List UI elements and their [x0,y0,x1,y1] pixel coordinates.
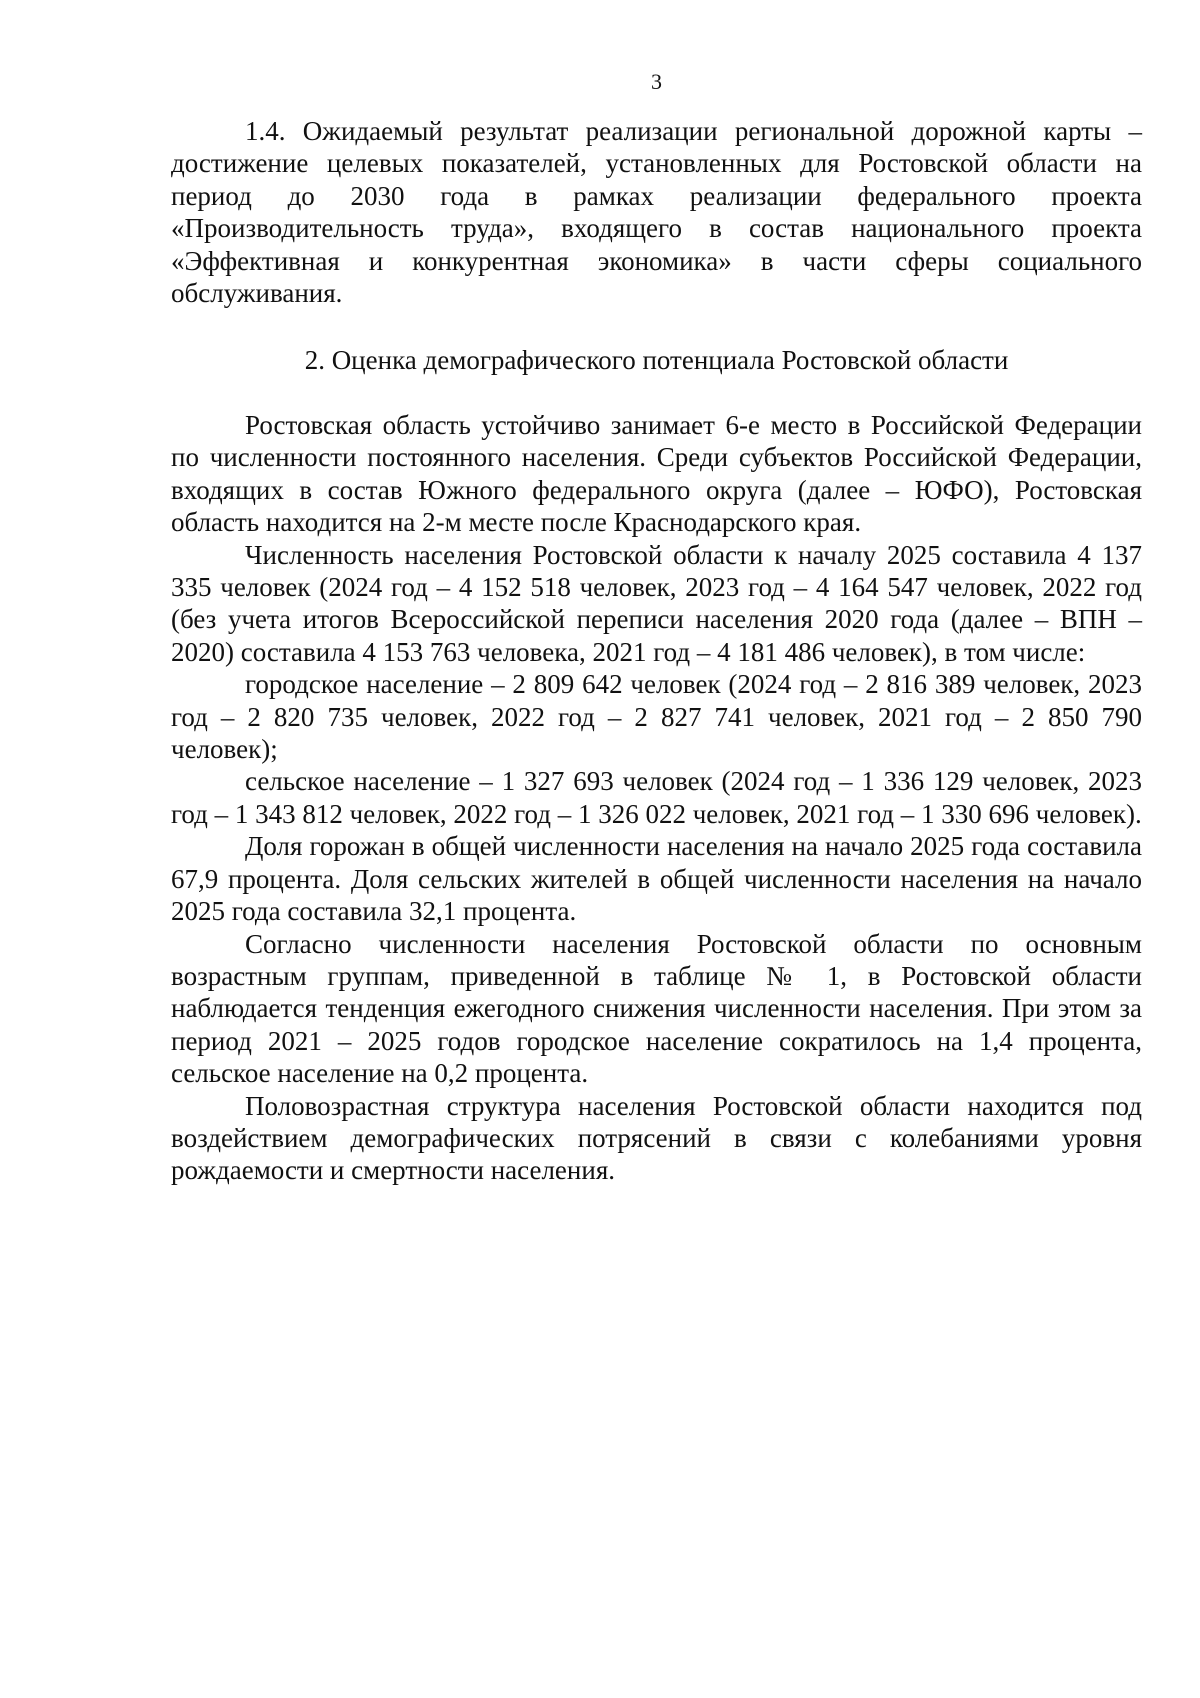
paragraph-total-population: Численность населения Ростовской области к началу 2025 составила 4 137 335 человек (2024 год – 4 152 518 человек, 2023 год – 4 164 547 человек, 2022 год (без учета итогов Всероссийской переписи населения 2020 года (далее – ВПН – 2020) составила 4 153 763 человека, 2021 год – 4 181 486 человек), в том числе: [171,539,1142,667]
paragraph-population-trend: Согласно численности населения Ростовской области по основным возрастным группам, приведенной в таблице № 1, в Ростовской области наблюдается тенденция ежегодного снижения численности населения. При этом за период 2021 – 2025 годов городское население сократилось на 1,4 процента, сельское население на 0,2 процента. [171,928,1142,1089]
section-2-heading: 2. Оценка демографического потенциала Ростовской области [304,345,1009,375]
section-1-4 [171,115,1142,309]
paragraph-age-sex-structure: Половозрастная структура населения Ростовской области находится под воздействием демографических потрясений в связи с колебаниями уровня рождаемости и смертности населения. [171,1090,1142,1186]
page-number: 3 [651,69,662,94]
section-1-4-paragraph: 1.4. Ожидаемый результат реализации региональной дорожной карты – достижение целевых показателей, установленных для Ростовской области на период до 2030 года в рамках реализации федерального проекта «Производительность труда», входящего в состав национального проекта «Эффективная и конкурентная экономика» в части сферы социального обслуживания. [171,116,1142,309]
paragraph-population-shares: Доля горожан в общей численности населения на начало 2025 года составила 67,9 процента. Доля сельских жителей в общей численности населения на начало 2025 года составила 32,1 процента. [171,831,1142,927]
paragraph-rural-population: сельское население – 1 327 693 человек (2024 год – 1 336 129 человек, 2023 год – 1 343 812 человек, 2022 год – 1 326 022 человек, 2021 год – 1 330 696 человек). [171,766,1142,829]
paragraph-region-rank: Ростовская область устойчиво занимает 6-е место в Российской Федерации по численности постоянного населения. Среди субъектов Российской Федерации, входящих в состав Южного федерального округа (далее – ЮФО), Ростовская область находится на 2-м месте после Краснодарского края. [171,410,1142,538]
paragraph-urban-population: городское население – 2 809 642 человек (2024 год – 2 816 389 человек, 2023 год – 2 820 735 человек, 2022 год – 2 827 741 человек, 2021 год – 2 850 790 человек); [171,669,1142,765]
section-2-body [171,409,1142,1187]
